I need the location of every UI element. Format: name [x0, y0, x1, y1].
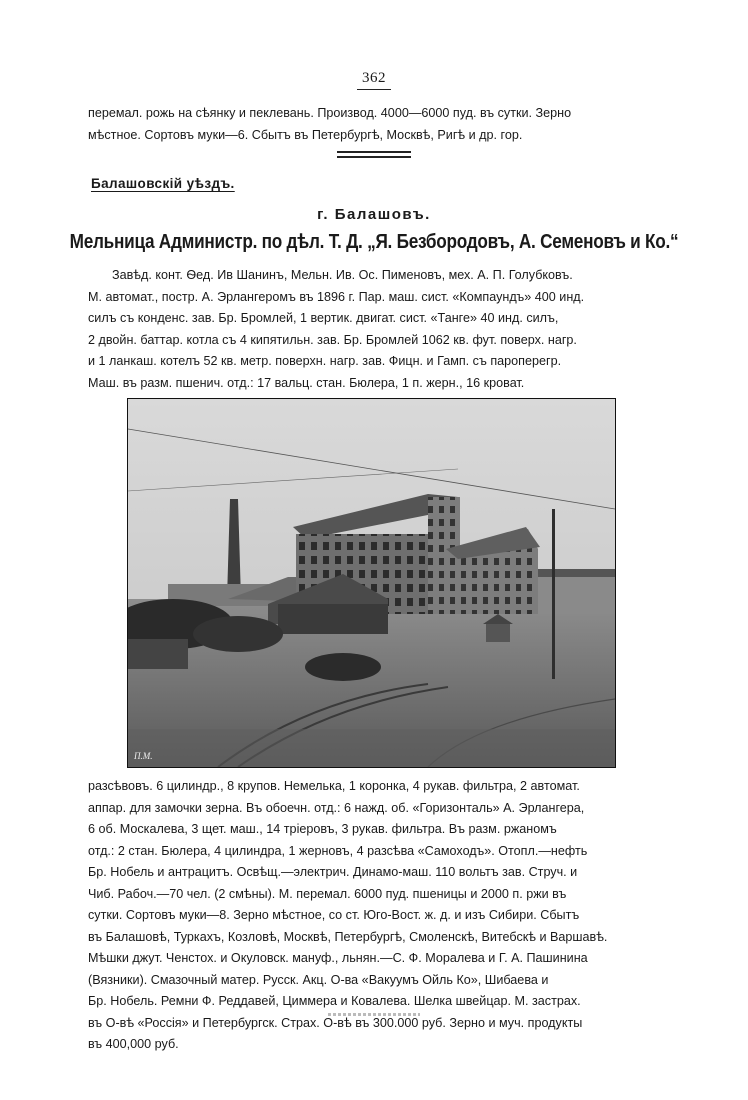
mill-photograph: [127, 398, 616, 768]
text-line: Маш. въ разм. пшенич. отд.: 17 вальц. стан. Бюлера, 1 п. жерн., 16 кроват.: [88, 375, 525, 390]
text-line: аппар. для замочки зерна. Въ обоечн. отд.: 6 нажд. об. «Горизонталь» А. Эрлангера,: [88, 800, 585, 815]
text-line: Завѣд. конт. Ѳед. Ив Шанинъ, Мельн. Ив. Ос. Пименовъ, мех. А. П. Голубковъ.: [112, 268, 573, 282]
intro-paragraph: [88, 103, 662, 146]
mill-title: Мельница Администр. по дѣл. Т. Д. „Я. Безбородовъ, А. Семеновъ и Ко.“: [69, 231, 679, 253]
text-line: въ О-вѣ «Россія» и Петербургск. Страх. О-вѣ въ 300.000 руб. Зерно и муч. продукты: [88, 1015, 583, 1030]
page-number: 362: [362, 70, 386, 86]
page-number-underline: [357, 89, 391, 90]
text-line: Бр. Нобель. Ремни Ф. Реддавей, Циммера и Ковалева. Шелка швейцар. М. застрах.: [88, 994, 581, 1008]
section-divider-top: [337, 151, 411, 153]
text-line: Чиб. Рабоч.—70 чел. (2 смѣны). М. перемал. 6000 пуд. пшеницы и 2000 п. ржи въ: [88, 886, 567, 901]
text-line: Мѣшки джут. Ченстох. и Окуловск. мануф., льнян.—С. Ф. Моралева и Г. А. Пашинина: [88, 951, 588, 965]
text-line: въ 400,000 руб.: [88, 1037, 179, 1051]
text-line: въ Балашовѣ, Туркахъ, Козловѣ, Москвѣ, Петербургѣ, Смоленскѣ, Витебскѣ и Варшавѣ.: [88, 929, 608, 944]
town-heading: г. Балашовъ.: [317, 206, 431, 223]
text-line: мѣстное. Сортовъ муки—6. Сбытъ въ Петербургѣ, Москвѣ, Ригѣ и др. гор.: [88, 127, 523, 142]
footer-printer-mark: [328, 1013, 420, 1016]
photo-signature: П.М.: [134, 751, 153, 761]
text-line: разсѣвовъ. 6 цилиндр., 8 крупов. Немелька, 1 коронка, 4 рукав. фильтра, 2 автомат.: [88, 779, 580, 793]
text-line: сутки. Сортовъ муки—8. Зерно мѣстное, со ст. Юго-Вост. ж. д. и изъ Сибири. Сбытъ: [88, 908, 580, 922]
text-line: М. автомат., постр. А. Эрлангеромъ въ 1896 г. Пар. маш. сист. «Компаундъ» 400 инд.: [88, 289, 585, 304]
telegraph-pole: [552, 509, 555, 679]
text-line: Бр. Нобель и антрацитъ. Освѣщ.—электрич. Динамо-маш. 110 вольтъ зав. Струч. и: [88, 865, 578, 879]
text-line: силъ съ конденс. зав. Бр. Бромлей, 1 вертик. двигат. сист. «Танге» 40 инд. силъ,: [88, 311, 559, 325]
text-line: (Вязники). Смазочный матер. Русск. Акц. О-ва «Вакуумъ Ойль Ко», Шибаева и: [88, 972, 549, 987]
text-line: 6 об. Москалева, 3 щет. маш., 14 тріеровъ, 3 рукав. фильтра. Въ разм. ржаномъ: [88, 822, 557, 836]
coal-pile: [305, 653, 381, 681]
text-line: 2 двойн. баттар. котла съ 4 кипятильн. зав. Бр. Бромлей 1062 кв. фут. поверх. нагр.: [88, 332, 577, 347]
text-line: перемал. рожь на сѣянку и пеклевань. Производ. 4000—6000 пуд. въ сутки. Зерно: [88, 106, 572, 120]
text-line: отд.: 2 стан. Бюлера, 4 цилиндра, 1 жерновъ, 4 разсѣва «Самоходъ». Отопл.—нефть: [88, 843, 588, 858]
text-line: и 1 ланкаш. котелъ 52 кв. метр. поверхн. нагр. зав. Фицн. и Гамп. съ пароперегр.: [88, 354, 562, 368]
mill-description: [88, 265, 662, 394]
district-heading: Балашовскій уѣздъ.: [91, 176, 235, 191]
section-divider-bottom: [337, 156, 411, 158]
